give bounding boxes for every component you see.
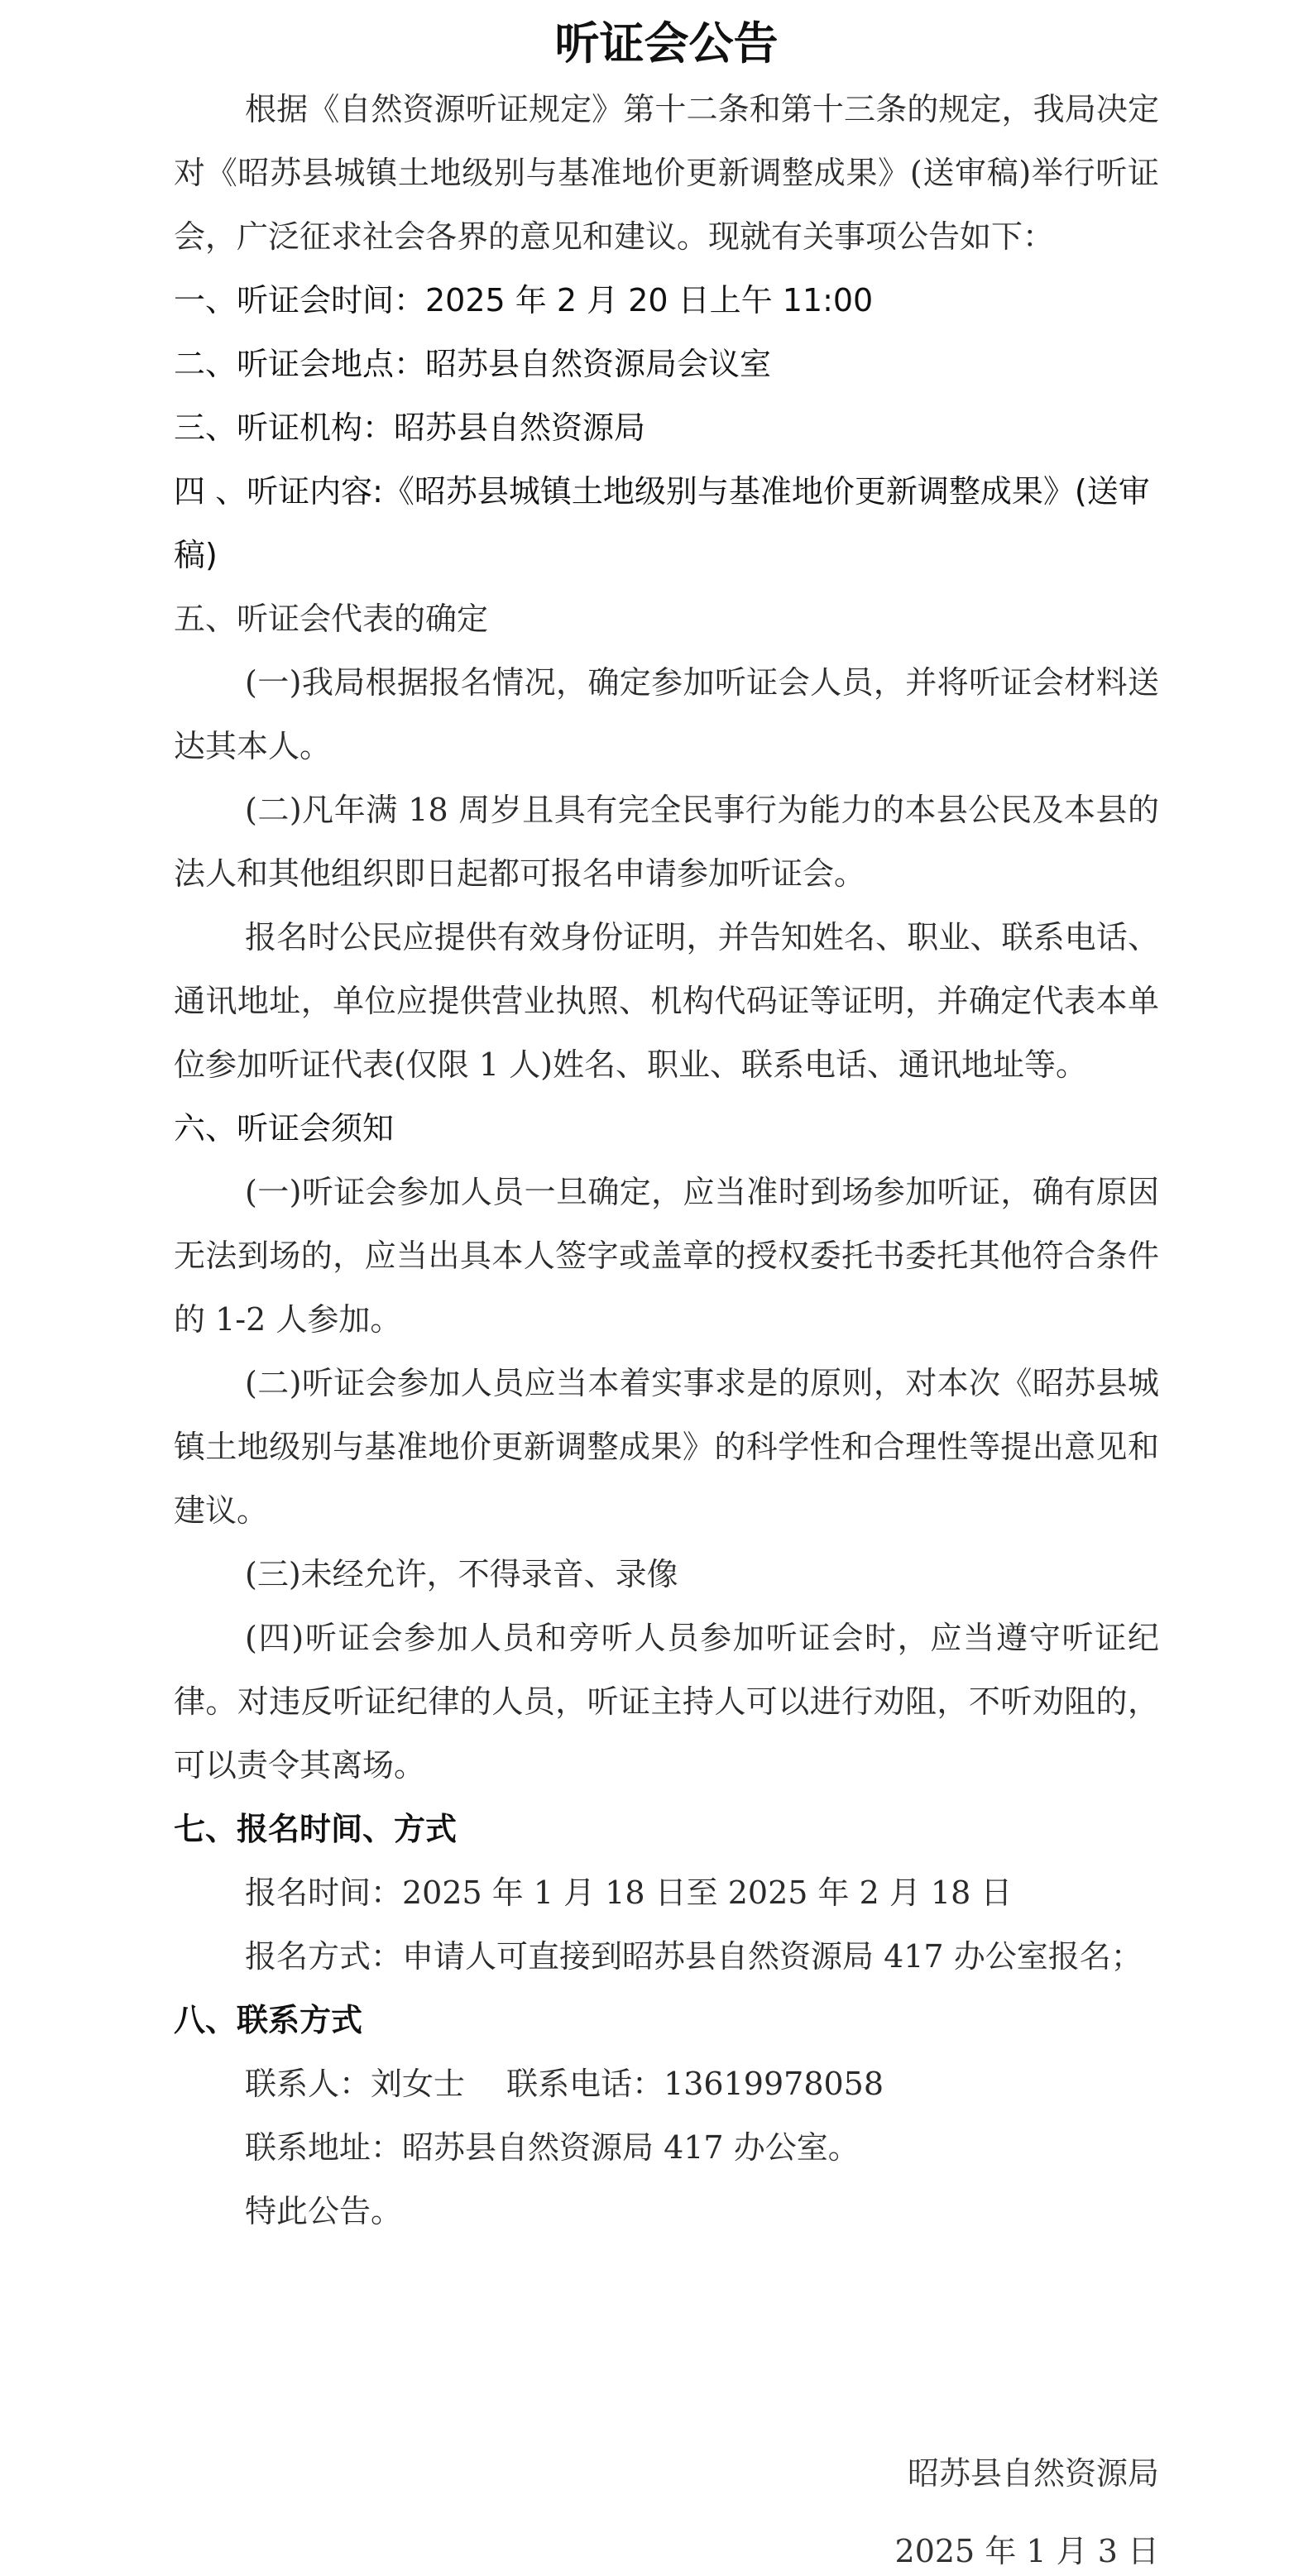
intro-paragraph: 根据《自然资源听证规定》第十二条和第十三条的规定，我局决定对《昭苏县城镇土地级别与基准地价更新调整成果》(送审稿)举行听证会，广泛征求社会各界的意见和建议。现就有关事项公告如下： xyxy=(174,91,1159,255)
representatives-para-3: 报名时公民应提供有效身份证明，并告知姓名、职业、联系电话、通讯地址，单位应提供营业执照、机构代码证等证明，并确定代表本单位参加听证代表(仅限 1 人)姓名、职业、联系电话、通讯地址等。 xyxy=(174,919,1159,1083)
registration-method: 报名方式：申请人可直接到昭苏县自然资源局 417 办公室报名； xyxy=(245,1938,1143,1975)
notice-para-4: (四)听证会参加人员和旁听人员参加听证会时，应当遵守听证纪律。对违反听证纪律的人员，听证主持人可以进行劝阻，不听劝阻的，可以责令其离场。 xyxy=(174,1620,1159,1784)
signature-date: 2025 年 1 月 3 日 xyxy=(894,2533,1159,2569)
registration-time: 报名时间：2025 年 1 月 18 日至 2025 年 2 月 18 日 xyxy=(245,1875,1013,1911)
section-registration-heading: 七、报名时间、方式 xyxy=(174,1811,458,1847)
page-title: 听证会公告 xyxy=(554,17,779,69)
hearing-organizer: 三、听证机构：昭苏县自然资源局 xyxy=(174,409,646,446)
contact-person: 联系人：刘女士 联系电话：13619978058 xyxy=(245,2066,884,2102)
section-notice-heading: 六、听证会须知 xyxy=(174,1110,395,1147)
representatives-para-2: (二)凡年满 18 周岁且具有完全民事行为能力的本县公民及本县的法人和其他组织即日起都可报名申请参加听证会。 xyxy=(174,792,1159,892)
contact-address: 联系地址：昭苏县自然资源局 417 办公室。 xyxy=(245,2129,860,2166)
section-contact-heading: 八、联系方式 xyxy=(174,2002,363,2038)
closing-line: 特此公告。 xyxy=(245,2193,403,2229)
signature-organization: 昭苏县自然资源局 xyxy=(907,2455,1159,2492)
hearing-location: 二、听证会地点：昭苏县自然资源局会议室 xyxy=(174,346,772,382)
hearing-content: 四 、听证内容:《昭苏县城镇土地级别与基准地价更新调整成果》(送审稿) xyxy=(174,473,1150,573)
hearing-time: 一、听证会时间：2025 年 2 月 20 日上午 11:00 xyxy=(174,282,874,318)
section-representatives-heading: 五、听证会代表的确定 xyxy=(174,601,489,637)
notice-para-3: (三)未经允许，不得录音、录像 xyxy=(245,1556,678,1592)
representatives-para-1: (一)我局根据报名情况，确定参加听证会人员，并将听证会材料送达其本人。 xyxy=(174,664,1159,764)
signature-block xyxy=(895,2449,1159,2576)
notice-para-2: (二)听证会参加人员应当本着实事求是的原则，对本次《昭苏县城镇土地级别与基准地价更新调整成果》的科学性和合理性等提出意见和建议。 xyxy=(174,1365,1159,1529)
notice-para-1: (一)听证会参加人员一旦确定，应当准时到场参加听证，确有原因无法到场的，应当出具本人签字或盖章的授权委托书委托其他符合条件的 1-2 人参加。 xyxy=(174,1174,1159,1338)
announcement-page xyxy=(0,8,1313,2569)
